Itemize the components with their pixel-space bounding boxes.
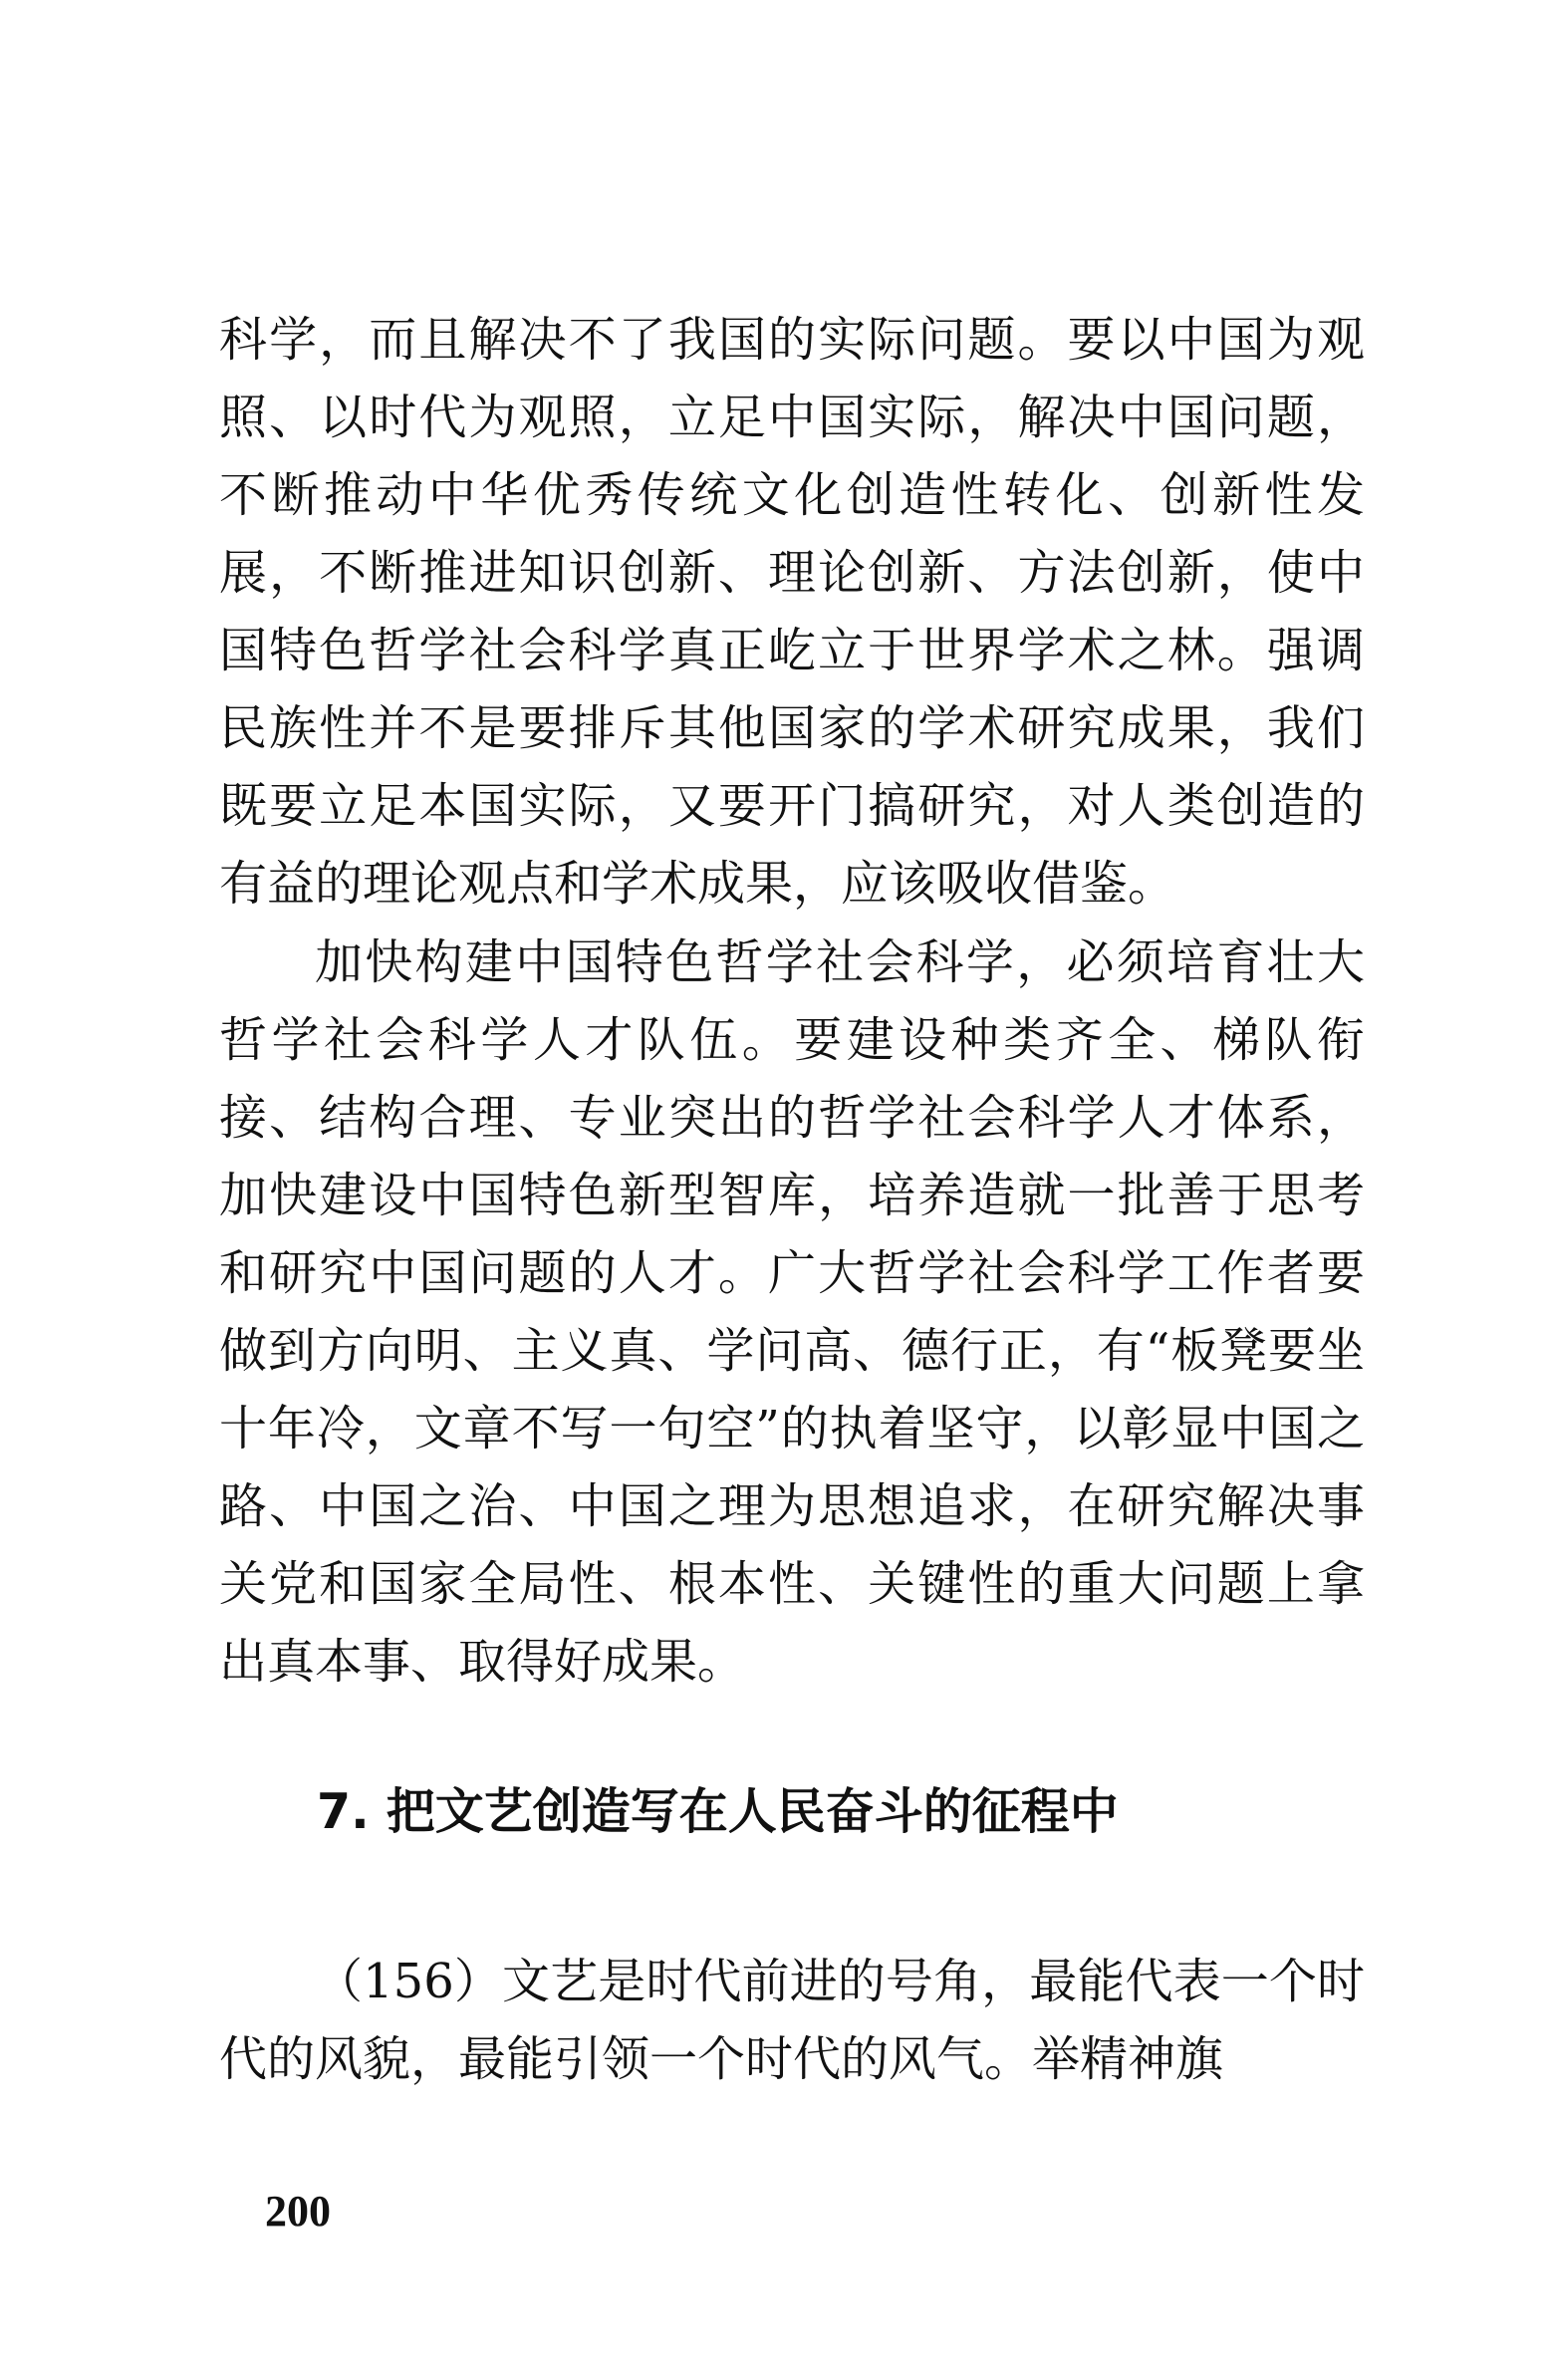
paragraph-156: （156）文艺是时代前进的号角，最能代表一个时代的风貌，最能引领一个时代的风气。举精神旗	[219, 1954, 1365, 2087]
page-number: 200	[265, 2187, 331, 2236]
paragraph-continuation: 科学，而且解决不了我国的实际问题。要以中国为观照、以时代为观照，立足中国实际，解决中国问题，不断推动中华优秀传统文化创造性转化、创新性发展，不断推进知识创新、理论创新、方法创新，使中国特色哲学社会科学真正屹立于世界学术之林。强调民族性并不是要排斥其他国家的学术研究成果，我们既要立足本国实际，又要开门搞研究，对人类创造的有益的理论观点和学术成果，应该吸收借鉴。	[219, 312, 1365, 912]
section-heading: 7. 把文艺创造写在人民奋斗的征程中	[317, 1783, 1119, 1840]
paragraph-talent-team: 加快构建中国特色哲学社会科学，必须培育壮大哲学社会科学人才队伍。要建设种类齐全、梯队衔接、结构合理、专业突出的哲学社会科学人才体系，加快建设中国特色新型智库，培养造就一批善于思考和研究中国问题的人才。广大哲学社会科学工作者要做到方向明、主义真、学问高、德行正，有“板凳要坐十年冷，文章不写一句空”的执着坚守，以彰显中国之路、中国之治、中国之理为思想追求，在研究解决事关党和国家全局性、根本性、关键性的重大问题上拿出真本事、取得好成果。	[219, 934, 1365, 1690]
